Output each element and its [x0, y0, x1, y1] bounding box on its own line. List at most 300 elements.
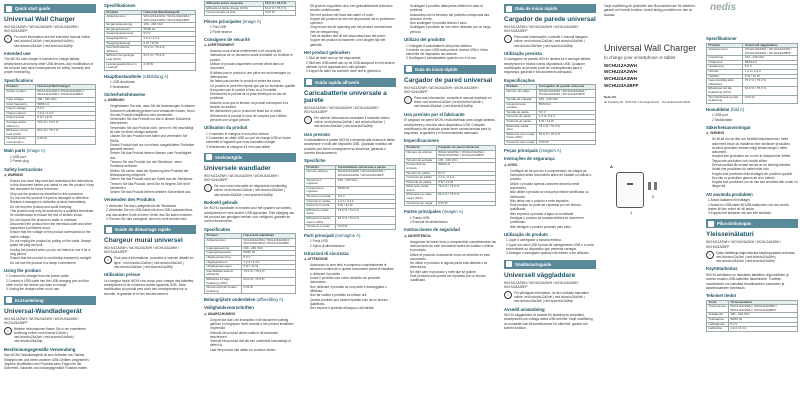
use-steps-sv	[706, 198, 798, 215]
spec-table-nl	[204, 233, 296, 294]
using-heading: Using the product	[4, 267, 41, 273]
flag-icon	[506, 6, 512, 12]
use-heading-nl: Het product gebruiken	[304, 49, 350, 55]
spec-value: Caricabatterie universale a parete	[336, 165, 396, 170]
warning-label-sv: ⚠ VARNING	[706, 131, 725, 136]
spec-row	[505, 102, 596, 110]
use-heading-de: Verwenden des Produkts	[104, 197, 156, 203]
safety-heading-fr: Consignes de sécurité	[204, 36, 250, 42]
spec-value: Universele wandlader	[241, 234, 295, 239]
spec-value: Cargador de pared universal	[436, 145, 495, 150]
column-italian-spanish	[404, 0, 496, 414]
use-heading-it: Utilizzo del prodotto	[404, 37, 446, 43]
column-swedish-finnish	[706, 0, 798, 414]
spec-label: Frequência de entrada	[505, 102, 537, 110]
spec-label: Uitgangsstroom	[205, 260, 242, 265]
list-item: • Questo prodotto può essere riparato solo da un tecnico qualificato.	[310, 298, 396, 307]
note-text: Pour plus d'informations, consultez le manuel détaillé en ligne : ned.is/wchu12a2wh | ned.is/wchu24a2wh | ned.is/wchu24a3wh | ned.is/wchu24a2bfp	[114, 256, 194, 269]
info-note	[4, 35, 96, 48]
spec-value: 0.03 W	[436, 201, 495, 206]
list-item: • 1 USB-port	[712, 113, 798, 117]
list-item: • 2 Netzstecker	[110, 85, 196, 89]
flag-icon	[406, 66, 412, 72]
list-item: • Disconnect the product from the electrical outlet and other equipment if problems occur.	[10, 222, 96, 231]
list-item: • Non far cadere il prodotto ed evitare urti.	[310, 293, 396, 297]
spec-value: 6 W / 12 W	[241, 265, 295, 270]
list-item: • 2 Stickkontakt	[712, 118, 798, 122]
note-text: Zie voor meer informatie de uitgebreide handleiding online: ned.is/wchu12a2wh | ned.is/wchu24a2wh | ned.is/wchu24a3wh | ned.is/wchu24a2bfp	[214, 184, 287, 197]
intended-use-text-es: El cargador de pared WCHU está diseñado para cargar tabletas, smartphones y muchos otros dispositivos USB. Cualquier modificación del producto puede tener consecuencias para la seguridad, la garantía y el funcionamiento adecuado.	[404, 118, 496, 136]
spec-value: 5.0 V	[537, 110, 596, 115]
use-steps-nl	[304, 56, 396, 73]
spec-value: 50/60 Hz	[142, 27, 196, 32]
model-list: WCHU12A2WH / WCHU24A2WH / WCHU24A3WH / WCHU24A2BFP	[4, 25, 80, 34]
warning-text: ATTENZIONE	[307, 257, 328, 262]
list-item: • Usare il prodotto solo come descritto nel presente documento.	[310, 276, 396, 285]
list-item: 2 Sluit een USB-kabel aan op de USB-laadpoort en het andere uiteinde op het apparaat dat u wilt opladen.	[306, 60, 395, 70]
spec-label: Producto	[405, 145, 437, 150]
cover-subtitle: to charge your smartphone or tablet	[604, 54, 676, 60]
list-item: • Não utilize o produto se uma peça estiver danificada ou defeituosa.	[510, 190, 596, 199]
list-item: • Ne faites pas tomber le produit et évitez les chocs.	[210, 79, 296, 83]
spec-label: Ausgangsspannung	[105, 32, 142, 37]
spec-value: 0.03 W	[241, 286, 295, 294]
list-item: • Verwenden Sie das Produkt nicht, wenn ein Teil beschädigt ist oder es einen Mangel aufweist.	[110, 126, 196, 135]
spec-value: 1.2 A / 2.4 A	[142, 37, 196, 42]
info-icon: i	[504, 35, 512, 43]
parts-heading-de	[104, 74, 196, 79]
spec-value: 73.0 % / 79.3 %	[241, 269, 295, 277]
header-label: Guía de inicio rápido	[515, 6, 558, 11]
header-label: Guía de inicio rápido	[415, 66, 458, 72]
safety-list-de	[104, 104, 196, 194]
spec-value: 64.0 % / 75.3 %	[241, 278, 295, 286]
warning-label-fr: ⚠ AVERTISSEMENT	[204, 43, 235, 48]
list-item: • Do not use the product in a damp environment.	[10, 261, 96, 265]
spec-row	[305, 225, 396, 230]
list-item: • 2 Fiche secteur	[210, 30, 296, 34]
spec-value: 100 - 240 VAC	[35, 97, 95, 102]
spec-label: Eficiencia con baja carga (10%)	[405, 193, 437, 201]
list-item: • Setzen Sie das Produkt keinem Wasser oder Feuchtigkeit aus.	[110, 151, 196, 160]
product-title-sv: Universell väggladdare	[504, 271, 576, 279]
model-number: WCHU24A3WH	[604, 76, 637, 82]
spec-row	[707, 95, 798, 103]
info-icon: i	[706, 251, 714, 259]
spec-label: Ingangsfrequentie	[205, 251, 242, 256]
note-text: Para mais informações, consulte o manual alargado online: ned.is/wchu12a2wh | ned.is/wchu24a2wh | ned.is/wchu24a3wh | ned.is/wchu24a2bfp	[514, 35, 588, 48]
model-number: WCHU24A2WH	[604, 69, 637, 75]
spec-value: 5.0 V	[241, 256, 295, 261]
list-item: • Koppel het product los van het stopcontact als er problemen optreden.	[310, 17, 396, 26]
safety-heading: Safety instructions	[4, 166, 43, 172]
model-list-de: WCHU12A2WH / WCHU24A2WH / WCHU24A3WH / WCHU24A2BFP	[4, 316, 80, 325]
spec-value: WCHU12A2WH / WCHU24A2WH / WCHU24A3WH / WCHU24A2BFP	[142, 15, 196, 23]
list-item: • Scollegare il prodotto se non viene utilizzato per un lungo periodo.	[410, 25, 496, 34]
safety-list-fr	[204, 49, 296, 122]
intended-use-heading-de: Bestimmungsgemäße Verwendung	[4, 346, 76, 352]
intended-use-text-it: Il caricabatterie a parete WCHU è destinato alla ricarica di tablet, smartphone e molti altri dispositivi USB. Qualsiasi modifica del prodotto può avere conseguenze su sicurezza, garanzia e corretto funzionamento.	[304, 138, 396, 156]
safety-list-pt	[504, 169, 596, 229]
main-parts-ref: (image A)	[26, 148, 46, 154]
spec-value: 1.2 A / 2.4 A	[537, 115, 596, 120]
info-icon: i	[104, 256, 112, 264]
spec-label: Utström	[707, 70, 743, 75]
list-item: • Non esporre il prodotto all'acqua o all'umidità.	[310, 306, 396, 310]
model-list-es: WCHU12A2WH / WCHU24A2WH / WCHU24A3WH / WCHU24A2BFP	[404, 85, 480, 95]
list-item: • Denna produkt får endast servas av en behörig tekniker.	[712, 163, 798, 167]
spec-label: Efficienza media attiva	[305, 208, 336, 216]
spec-value: 64.0 % / 75.3 %	[35, 129, 95, 137]
parts-heading-nl	[204, 297, 296, 302]
intended-use-heading-pt: Utilização prevista	[504, 50, 542, 56]
spec-label: Número de artículo	[405, 150, 437, 158]
spec-label: Corrente de saída	[505, 115, 537, 120]
model-list-sv: WCHU12A2WH / WCHU24A2WH / WCHU24A3WH / WCHU24A2BFP	[504, 280, 580, 289]
warning-label-pt: ⚠ AVISO	[504, 162, 518, 167]
spec-value: 0.03 W	[142, 62, 196, 70]
specifications-heading-it: Specifiche	[304, 158, 326, 164]
spec-value: 73.0 % / 79.3 %	[537, 124, 596, 132]
parts-list-sv	[706, 113, 798, 122]
warning-label-it: ⚠ ATTENZIONE	[304, 257, 328, 262]
spec-row	[205, 286, 296, 294]
list-item: • Se till att du har läst och förstått instruktionerna i detta dokument innan du installerar eller använder produkten.	[712, 137, 798, 146]
spec-table-en	[4, 84, 96, 145]
parts-heading-it	[304, 233, 396, 238]
note-text: För ytterligare information, se den utökade manualen online: ned.is/wchu12a2wh | ned.is/wchu24a2wh | ned.is/wchu24a3wh | ned.is/wchu24a2bfp	[514, 290, 589, 304]
spec-label: Ausgangsstrom	[105, 37, 142, 42]
spec-value: 50/60 Hz	[35, 102, 95, 107]
note-text: For more information see the extended manual online: ned.is/wchu12a2wh | ned.is/wchu24a2wh | ned.is/wchu24a3wh | ned.is/wchu24a2bfp	[14, 35, 91, 48]
spec-value: 5.0 V	[336, 194, 396, 199]
spec-value: 6 W / 12 W	[743, 74, 798, 79]
spec-label: Eingangsspannung	[105, 23, 142, 28]
section-header-sv	[504, 260, 596, 269]
spec-label: Efficiency at low load (10%)	[5, 129, 36, 137]
spec-value: 5.0 V	[743, 65, 798, 70]
list-item: • Stel het product niet bloot aan water of vocht.	[310, 13, 396, 17]
list-item: 1 Connectez le chargeur à une prise secteur.	[206, 131, 270, 136]
header-label: Snelstartgids	[215, 154, 243, 160]
spec-value: 64.0 % / 75.3 %	[336, 216, 396, 224]
header-label: Pika-aloitusopas	[717, 221, 752, 227]
spec-value: 6 W / 12 W	[142, 41, 196, 46]
spec-value: 50/60 Hz	[436, 163, 495, 171]
spec-value: 50/60 Hz	[241, 251, 295, 256]
spec-label: Potencia de salida	[405, 180, 437, 185]
spec-label: Genomsnittlig aktiv effektivitet	[707, 79, 743, 87]
list-item: • No deje caer el producto y evite que se golpee.	[410, 270, 496, 274]
warning-text: AVISO	[507, 162, 518, 167]
parts-ref: (afbeelding A)	[256, 297, 284, 303]
list-item: • Do not use the product if a part is damaged or defective. Replace a damaged or defective product immediately.	[10, 196, 96, 205]
spec-label: Lähtövirta	[707, 327, 729, 332]
spec-value: 1.2 A / 2.4 A	[241, 260, 295, 265]
warning-label-nl: ⚠ WAARSCHUWING	[204, 311, 236, 316]
spec-value: 1.2 A / 2.4 A	[728, 327, 797, 332]
spec-label: Effizienz bei geringer Last (10%)	[105, 54, 142, 62]
spec-value: WCHU12A2WH / WCHU24A2WH / WCHU24A3WH / WCHU24A2BFP	[436, 150, 495, 158]
spec-label: Tensão de saída	[505, 110, 537, 115]
spec-label: Strömförbrukning utan belastning	[707, 95, 743, 103]
warning-label: ⚠ WARNING	[4, 173, 24, 178]
specifications-heading-pt: Especificações	[504, 77, 536, 83]
safety-heading-nl: Veiligheidsvoorschriften	[204, 305, 254, 311]
spec-value: Universal Wall Charger	[35, 85, 95, 90]
list-item: • Gebruik het product niet als een onderdeel beschadigd of defect is.	[210, 339, 296, 348]
spec-value: 1.2 A / 2.4 A	[35, 111, 95, 116]
list-item: • 1 USB-Anschluss	[110, 80, 196, 84]
spec-value: 73.0 % / 79.3 %	[436, 185, 495, 193]
spec-label: Leistungsaufnahme im Leerlauf	[105, 62, 142, 70]
model-number: WCHU24A2BFP	[604, 82, 639, 88]
list-item: • 1 Puerto USB	[410, 216, 496, 220]
spec-value: 0.03 W	[35, 137, 95, 145]
spec-value: 6 W / 12 W	[436, 180, 495, 185]
list-item: 2 Inserire un cavo USB nella porta di ricarica USB e l'altra estremità nel dispositivo da caricare.	[406, 47, 488, 57]
spec-value: Carregador de parede universal	[537, 85, 596, 90]
footer-code: 03/20	[683, 99, 691, 104]
safety-heading-pt: Instruções de segurança	[504, 156, 555, 162]
list-item: 1 Verbinden Sie das Ladegerät mit der Steckdose.	[106, 203, 178, 208]
section-header-it	[304, 78, 396, 87]
spec-row	[305, 170, 396, 178]
list-item: • Este produto só pode ser reparado por um técnico qualificado.	[510, 203, 596, 212]
spec-label: Potência de saída	[505, 119, 537, 124]
spec-value: 6 W / 12 W	[35, 116, 95, 121]
info-note-es	[404, 96, 496, 109]
intended-use-heading-fi: Käyttötarkoitus	[706, 266, 738, 272]
spec-label: Tulojännite	[707, 313, 729, 318]
intended-use-heading-fr: Utilisation prévue	[104, 272, 141, 278]
spec-label: Tensión de salida	[405, 171, 437, 176]
list-item: 3 Trennen Sie das Ladegerät, wenn es nicht benutzt wird.	[106, 216, 188, 221]
spec-value: 5.0 V	[728, 322, 797, 327]
brand-logo: nedis	[710, 2, 737, 13]
spec-row	[405, 193, 496, 201]
note-text: Para más información, consulte el manual ampliado en línea: ned.is/wchu12a2wh | ned.is/wchu24a2wh | ned.is/wchu24a3wh | ned.is/wchu24a2bfp	[414, 95, 492, 109]
spec-label: Tuotenumero	[707, 305, 729, 313]
cover-footer	[604, 95, 700, 104]
flag-icon	[6, 297, 12, 303]
model-number: WCHU12A2WH	[604, 62, 637, 68]
spec-value: WCHU12A2WH / WCHU24A2WH / WCHU24A3WH / WCHU24A2BFP	[537, 89, 596, 97]
spec-row	[205, 11, 296, 16]
specifications-heading: Specifications	[4, 77, 34, 83]
spec-label: Consumo sin carga	[405, 201, 437, 206]
intended-use-heading-sv: Avsedd användning	[504, 306, 545, 312]
list-item: • Stellen Sie sicher, dass die Spannung des Produkts der Netzspannung entspricht.	[110, 169, 196, 178]
list-item: • Non utilizzare il prodotto se una parte è danneggiata o difettosa.	[310, 285, 396, 294]
list-item: 2 Connectez un câble USB au port de charge USB et l'autre extrémité à l'appareil que vous souhaitez charger.	[206, 136, 291, 145]
info-icon: i	[4, 327, 12, 335]
list-item: • Ensure that the product is not directly exposed to sunlight.	[10, 256, 96, 260]
info-icon: i	[204, 184, 212, 192]
parts-heading-pt	[504, 148, 596, 153]
safety-heading-it: Istruzioni di sicurezza	[304, 250, 349, 256]
spec-label: Artikelnummer	[707, 48, 743, 56]
spec-row	[707, 87, 798, 95]
list-item: • Ensure you have fully read and understood the instructions in this document before you install or use the product. Keep this document for future reference.	[10, 179, 96, 192]
column-english	[4, 0, 96, 414]
spec-label: Frequenza in ingresso	[305, 186, 336, 194]
intended-use-heading-es: Uso previsto por el fabricante	[404, 111, 465, 117]
spec-label: Tensione in uscita	[305, 194, 336, 199]
list-item: • 2 Power plug	[10, 159, 96, 163]
spec-row	[105, 54, 196, 62]
column-german-french	[104, 0, 196, 414]
spec-label: Output voltage	[5, 107, 36, 112]
parts-ref: (image A)	[242, 18, 262, 24]
spec-value: 0.03 W	[743, 95, 798, 103]
list-item: • Certifique-se de que leu e compreendeu na íntegra as instruções deste documento antes de instalar ou utilizar o produto.	[510, 169, 596, 182]
parts-heading-sv	[706, 107, 798, 112]
section-header-nl	[204, 153, 296, 162]
list-item: • 1 Port USB	[210, 25, 296, 29]
use-heading-sv: Att använda produkten	[706, 191, 753, 197]
list-item: 1 Collegare il caricabatterie alla presa elettrica.	[406, 43, 473, 48]
spec-value: WCHU12A2WH / WCHU24A2WH / WCHU24A3WH / WCHU24A2BFP	[336, 170, 396, 178]
warning-text: AVERTISSEMENT	[207, 43, 235, 48]
spec-label: Efficacité à faible charge (10%)	[205, 6, 264, 11]
footer-company: Nedis BV	[604, 95, 617, 100]
list-item: • Scollegare il prodotto dalla presa elettrica in caso di problemi.	[410, 4, 496, 13]
spec-value: Universell väggladdare	[743, 43, 798, 48]
spec-row	[5, 137, 96, 145]
warning-text: ADVERTENCIA	[407, 233, 431, 238]
safety-list-sv	[706, 137, 798, 189]
spec-label: Consommation à vide	[205, 11, 264, 16]
spec-label: Article number	[5, 89, 36, 97]
warning-text: WAARSCHUWING	[207, 311, 236, 316]
info-icon: i	[404, 96, 412, 104]
list-item: • Koppla bort produkten från eluttaget om problem uppstår.	[712, 172, 798, 176]
spec-label: Effektivitet vid låg belastning (10%)	[707, 87, 743, 95]
main-parts-title: Main parts	[4, 148, 26, 154]
header-label: Guida rapida all'avvio	[315, 79, 360, 85]
spec-label: Efficiëntie bij lage belasting (10%)	[205, 278, 242, 286]
list-item: • Koppel het product los wanneer u het langere tijd niet gebruikt.	[310, 38, 396, 47]
safety-heading-sv: Säkerhetsanvisningar	[706, 124, 751, 130]
spec-value: 5.0 V	[436, 171, 495, 176]
list-item: • Utsätt inte produkten för vatten eller fukt.	[712, 167, 798, 171]
list-item: • N'utilisez pas le produit si une pièce est endommagée ou défectueuse.	[210, 71, 296, 80]
list-item: • No utilice el producto si alguna pieza está dañada o es defectuosa.	[410, 261, 496, 270]
cover-title: Universal Wall Charger	[604, 42, 697, 53]
spec-label: Output power	[5, 116, 36, 121]
spec-label: Artikelnummer	[205, 238, 242, 246]
flag-icon	[506, 261, 512, 267]
product-title-it: Caricabatterie universale a parete	[304, 89, 387, 104]
use-steps-fr	[204, 132, 296, 149]
spec-label: Uitgangsspanning	[205, 256, 242, 261]
main-parts-heading	[4, 148, 96, 153]
list-item: • Dra inte ur produkten genom att dra i kabeln.	[712, 176, 798, 180]
list-item: • Desligue o produto da tomada elétrica se ocorrerem problemas.	[510, 216, 596, 225]
list-item: • Setzen Sie das Produkt keinem direkten Sonnenlicht aus.	[110, 190, 196, 194]
list-item: • Dit product mag alleen door een gekwalificeerde technicus worden onderhouden.	[310, 4, 396, 13]
spec-table-it	[304, 165, 396, 230]
parts-list-fr	[204, 25, 296, 34]
info-icon: i	[504, 291, 512, 299]
spec-label: Inspänning	[707, 56, 743, 61]
spec-value: 64.0 % / 75.3 %	[537, 132, 596, 140]
intended-use-heading: Intended use	[4, 50, 31, 56]
flag-icon	[206, 154, 212, 160]
use-steps-de	[104, 204, 196, 221]
list-item: • Ce produit ne peut être réparé que par un technicien qualifié.	[210, 84, 296, 88]
header-label: Snabbstartsguide	[515, 261, 552, 267]
list-item: • Assicurarsi di aver letto e compreso completamente le istruzioni contenute in questo documento prima di installare o utilizzare il prodotto.	[310, 263, 396, 276]
list-item: • Trek de stekker niet uit het stopcontact aan het snoer.	[310, 34, 396, 38]
list-item: • Only use the product as described in this document.	[10, 192, 96, 196]
list-item: 3 Koppla bort laddaren när den inte används.	[708, 211, 772, 216]
list-item: • Assicurarsi che la tensione del prodotto corrisponda alla tensione di rete.	[410, 13, 496, 22]
use-steps-it	[404, 44, 496, 61]
model-list-pt: WCHU12A2WH / WCHU24A2WH / WCHU24A3WH / WCHU24A2BFP	[504, 25, 580, 34]
spec-value: 50/60 Hz	[336, 186, 396, 194]
spec-value: Yleisseinälaturi	[728, 300, 797, 305]
spec-value: 73.0 % / 79.3 %	[35, 120, 95, 128]
spec-value: 50/60 Hz	[537, 102, 596, 110]
product-title-fi: Yleisseinälaturi	[706, 231, 754, 239]
parts-ref: (imagem A)	[539, 148, 562, 154]
use-heading-fr: Utilisation du produit	[204, 125, 248, 131]
parts-heading-fr	[204, 19, 296, 24]
warning-text: VARNING	[709, 131, 725, 136]
spec-label: Infrekvens	[707, 60, 743, 65]
spec-table-fi	[706, 300, 798, 332]
specifications-heading-es: Especificaciones	[404, 138, 439, 144]
list-item: • Não deixe cair o produto e evite impactos.	[510, 199, 596, 203]
spec-value: 64.0 % / 75.3 %	[263, 6, 295, 11]
spec-label: Utspänning	[707, 65, 743, 70]
spec-value: Universal-Wandladegerät	[142, 10, 196, 15]
list-item: • Débranchez le produit si vous ne comptez pas l'utiliser pendant une longue période.	[210, 114, 296, 123]
spec-value: 1.2 A / 2.4 A	[743, 70, 798, 75]
list-item: • Ziehen Sie das Produkt nicht am Kabel aus der Steckdose.	[110, 177, 196, 181]
spec-table-es	[404, 145, 496, 206]
warning-label-de: ⚠ WARNUNG	[104, 98, 125, 103]
info-note-it	[304, 116, 396, 129]
main-parts-list	[4, 155, 96, 164]
intended-use-text-fr: Le chargeur mural WCHU est conçu pour charger des tablettes, smartphones et de nombreux autres appareils USB. Toute modification du produit peut avoir des conséquences sur la sécurité, la garantie et le bon fonctionnement.	[104, 278, 195, 296]
spec-label: Artikelnummer	[105, 15, 142, 23]
parts-list-it	[304, 239, 396, 248]
spec-table-fr	[204, 1, 296, 16]
spec-value: 1.2 A / 2.4 A	[336, 199, 396, 204]
model-list-fr: WCHU12A2WH / WCHU24A2WH / WCHU24A3WH / WCHU24A2BFP	[104, 246, 180, 255]
spec-label: Produkt	[707, 43, 743, 48]
list-item: • Vergewissern Sie sich, dass Sie die Anweisungen in diesem Dokument vollständig gelesen und verstanden haben, bevor Sie das Produkt installieren oder verwenden.	[110, 104, 196, 117]
list-item: • 1 USB port	[10, 155, 96, 159]
specifications-heading-de: Spezifikationen	[104, 3, 136, 8]
product-figure	[610, 164, 670, 224]
spec-label: Tulotaajuus	[707, 318, 729, 323]
spec-value: 73.0 % / 79.3 %	[336, 208, 396, 216]
spec-label: Tensão de entrada	[505, 97, 537, 102]
figure-label: A	[610, 163, 613, 169]
spec-label: Input frequency	[5, 102, 36, 107]
use-heading-pt: Utilização do produto	[504, 231, 548, 237]
cover-panel	[604, 0, 700, 414]
flag-icon	[306, 79, 312, 85]
list-item: • This product may only be serviced by a qualified technician for maintenance to reduce the risk of electric shock.	[10, 209, 96, 218]
safety-list	[4, 179, 96, 265]
spec-label: Corriente de salida	[405, 176, 437, 181]
spec-label: Eficiencia media activa	[405, 185, 437, 193]
